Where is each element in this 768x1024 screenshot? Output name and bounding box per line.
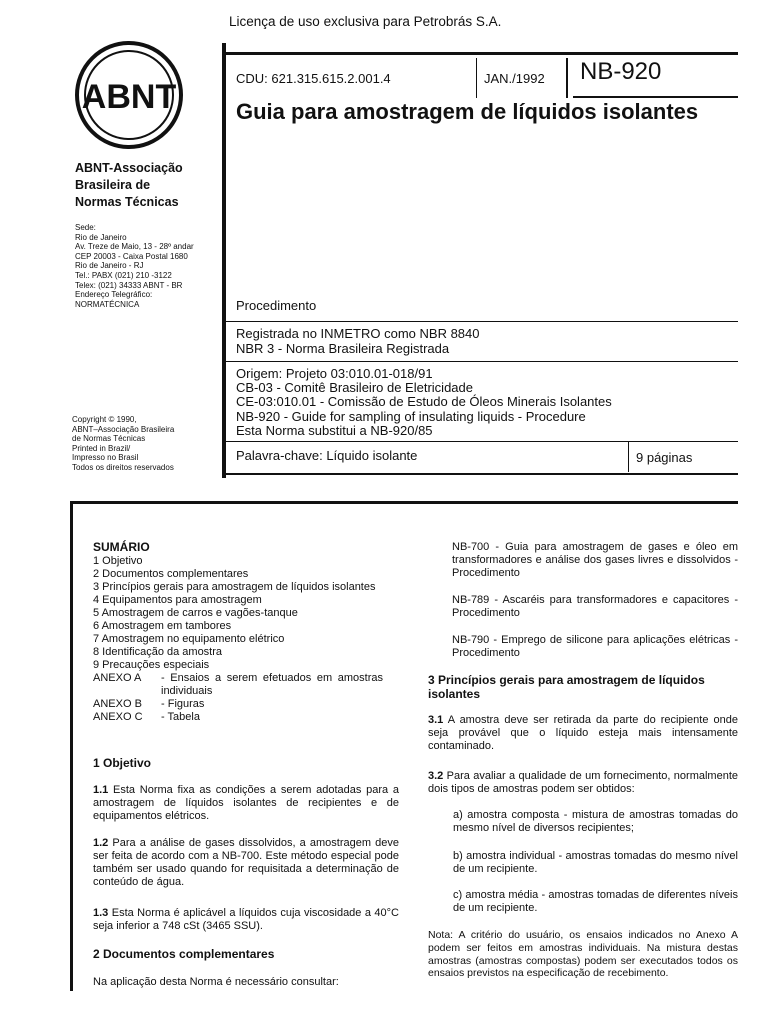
origin-line: Esta Norma substitui a NB-920/85 [236,422,433,438]
summary-item: 5 Amostragem de carros e vagões-tanque [93,607,298,619]
summary-item: 9 Precauções especiais [93,659,210,671]
keyword: Palavra-chave: Líquido isolante [236,448,418,463]
reference-item: NB-790 - Emprego de silicone para aplicações elétricas - Procedimento [452,634,738,659]
document-type: Procedimento [236,298,317,313]
origin-line: CE-03:010.01 - Comissão de Estudo de Óleos Minerais Isolantes [236,394,612,410]
summary-item: 8 Identificação da amostra [93,646,223,658]
address-line: Rio de Janeiro - RJ [75,261,144,271]
copyright-block [72,415,222,473]
annex-item [93,711,383,724]
copyright-line: ABNT–Associação Brasileira [72,424,175,434]
header-separator [476,58,477,98]
list-item-b: b) amostra individual - amostras tomadas do mesmo nível de um recipiente. [453,850,738,875]
publication-date: JAN./1992 [484,71,545,86]
paragraph-number: 1.3 [93,907,109,919]
vertical-divider [222,43,226,478]
header-rule [226,441,738,442]
registry-block [236,326,479,356]
reference-item: NB-700 - Guia para amostragem de gases e óleo em transformadores e análise dos gases livres e dissolvidos - Procedimento [452,541,738,579]
paragraph-number: 3.2 [428,770,444,782]
logo-text: ABNT [81,78,177,116]
summary-item: 3 Princípios gerais para amostragem de líquidos isolantes [93,581,376,593]
paragraph-number: 1.2 [93,837,109,849]
cdu-code: CDU: 621.315.615.2.001.4 [236,71,391,86]
keyword-separator [628,442,629,472]
copyright-line: Copyright © 1990, [72,415,137,424]
section-3-heading: 3 Princípios gerais para amostragem de líquidos isolantes [428,673,705,701]
norm-code: NB-920 [580,58,662,85]
copyright-line: Impresso no Brasil [72,453,139,463]
org-name-line: Normas Técnicas [75,195,179,209]
list-item-c: c) amostra média - amostras tomadas de diferentes níveis de um recipiente. [453,889,738,914]
paragraph-1-1 [93,784,399,823]
section-2-heading: 2 Documentos complementares [93,947,275,961]
address-line: Telex: (021) 34333 ABNT - BR [75,280,183,290]
org-name-line: Brasileira de [75,178,151,192]
summary-item: 6 Amostragem em tambores [93,620,232,632]
page-count: 9 páginas [636,450,693,465]
body-top-rule [70,501,738,504]
abnt-logo [74,40,184,150]
address-line: Rio de Janeiro [75,232,127,242]
body-left-rule [70,501,73,991]
header-rule [226,321,738,322]
address-line: CEP 20003 - Caixa Postal 1680 [75,251,188,261]
summary-item: 1 Objetivo [93,555,143,567]
paragraph-1-3 [93,907,399,933]
origin-line: Origem: Projeto 03:010.01-018/91 [236,366,433,381]
paragraph-text: Para avaliar a qualidade de um fornecimento, normalmente dois tipos de amostras podem ser obtidos: [428,770,738,795]
address-block [75,223,225,309]
paragraph-text: A amostra deve ser retirada da parte do recipiente onde seja provável que o líquido esteja mais intensamente contaminado. [428,714,738,752]
annex-key: ANEXO C [93,711,143,723]
org-name-line: ABNT-Associação [75,161,183,175]
paragraph-number: 1.1 [93,784,109,796]
address-line: Sede: [75,223,96,232]
address-line: Tel.: PABX (021) 210 -3122 [75,270,172,280]
header-separator [566,58,568,98]
header-top-rule [226,52,738,55]
origin-block [236,367,612,438]
annex-key: ANEXO B [93,698,142,710]
header-bottom-rule [226,473,738,475]
copyright-line: Printed in Brazil/ [72,443,131,453]
reference-list [452,541,738,674]
license-notice: Licença de uso exclusiva para Petrobrás S.A. [229,14,502,29]
paragraph-number: 3.1 [428,714,444,726]
paragraph-text: Esta Norma fixa as condições a serem adotadas para a amostragem de líquidos isolantes de recipientes e de equipamentos elétricos. [93,784,399,822]
annex-value: - Ensaios a serem efetuados em amostras individuais [161,672,383,697]
paragraph-text: Esta Norma é aplicável a líquidos cuja viscosidade a 40°C seja inferior a 748 cSt (3465 SSU). [93,907,399,932]
address-line: Av. Treze de Maio, 13 - 28º andar [75,242,194,252]
annex-item [93,672,383,698]
summary-item: 2 Documentos complementares [93,568,249,580]
annex-item [93,698,383,711]
paragraph-2: Na aplicação desta Norma é necessário consultar: [93,976,339,988]
summary-list [93,555,383,724]
origin-line: CB-03 - Comitê Brasileiro de Eletricidade [236,380,473,396]
copyright-line: Todos os direitos reservados [72,462,174,472]
document-title: Guia para amostragem de líquidos isolantes [236,99,699,124]
paragraph-3-1 [428,714,738,753]
annex-key: ANEXO A [93,672,142,684]
summary-title: SUMÁRIO [93,540,150,554]
note: Nota: A critério do usuário, os ensaios indicados no Anexo A podem ser feitos em amostras individuais. Na mistura destas amostras (amostras compostas) podem ser executados todos os ensaios previstos na especificação de recebimento. [428,929,738,980]
annex-value: - Figuras [161,698,205,710]
paragraph-1-2 [93,837,399,889]
paragraph-text: Para a análise de gases dissolvidos, a amostragem deve ser feita de acordo com a NB-700. Este método especial pode também ser usado quando for requisitada a determinação de conteúdo de água. [93,837,399,888]
summary-item: 4 Equipamentos para amostragem [93,594,262,606]
summary-item: 7 Amostragem no equipamento elétrico [93,633,285,645]
list-item-a: a) amostra composta - mistura de amostras tomadas do mesmo nível de diversos recipientes; [453,809,738,834]
origin-line: NB-920 - Guide for sampling of insulating liquids - Procedure [236,408,586,424]
paragraph-3-2 [428,770,738,796]
registry-line: Registrada no INMETRO como NBR 8840 [236,326,480,341]
organization-name [75,160,220,211]
registry-line: NBR 3 - Norma Brasileira Registrada [236,341,450,356]
reference-item: NB-789 - Ascaréis para transformadores e capacitores - Procedimento [452,594,738,619]
annex-value: - Tabela [161,711,200,723]
header-rule [226,361,738,362]
address-line: NORMATÉCNICA [75,299,140,309]
copyright-line: de Normas Técnicas [72,434,146,444]
section-1-heading: 1 Objetivo [93,756,152,770]
address-line: Endereço Telegráfico: [75,290,153,300]
